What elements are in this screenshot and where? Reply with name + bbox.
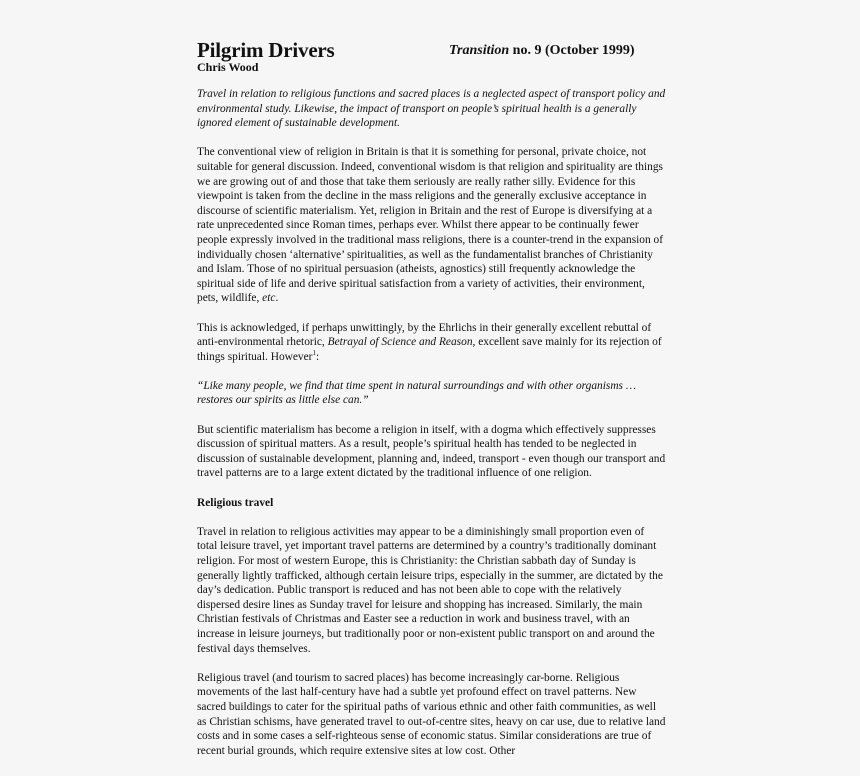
footnote-marker: 1 (312, 348, 316, 357)
body-paragraph-4: Travel in relation to religious activities may appear to be a diminishingly small proportion even of total leisure travel, yet important travel patterns are determined by a country’s traditionally dominant religion. For most of western Europe, this is Christianity: the Christian sabbath day of Sunday is generally lightly trafficked, although certain leisure trips, especially in the summer, are dictated by the day’s dedication. Public transport is reduced and has not been able to cope with the relatively dispersed desire lines as Sunday travel for leisure and shopping has increased. Similarly, the main Christian festivals of Christmas and Easter see a reduction in work and business travel, with an increase in leisure journeys, but traditionally poor or non-existent public transport on and around the festival days themselves. (197, 525, 663, 655)
issue-number: no. 9 (October 1999) (512, 43, 635, 58)
body-paragraph-3: But scientific materialism has become a religion in itself, with a dogma which effectively suppresses discussion of spiritual matters. As a result, people’s spiritual health has tended to be neglected in discussion of sustainable development, planning and, indeed, transport - even though our transport and travel patterns are to a large extent dictated by the traditional influence of one religion. (197, 423, 666, 480)
body-paragraph-2 (197, 321, 667, 365)
section-heading: Religious travel (197, 496, 274, 509)
paragraph-2-text-c: : (315, 350, 320, 363)
document-header (197, 38, 667, 74)
paragraph-1-text: The conventional view of religion in Britain is that it is something for personal, private choice, not suitable for general discussion. Indeed, conventional wisdom is that religion and spirituality are things we are growing out of and those that take them seriously are really rather silly. Evidence for this viewpoint is taken from the decline in the mass religions and the generally exclusive acceptance in discourse of scientific materialism. Yet, religion in Britain and the rest of Europe is diversifying at a rate unprecedented since Roman times, perhaps ever. Whilst there appear to be continually fewer people expressly involved in the traditional mass religions, there is a counter-trend in the expansion of individually chosen ‘alternative’ spiritualities, as well as the fundamentalist branches of Christianity and Islam. Those of no spiritual persuasion (atheists, agnostics) still frequently acknowledge the spiritual side of life and derive spiritual satisfaction from a variety of activities, their environment, pets, wildlife, (197, 146, 664, 305)
journal-name: Transition (449, 43, 510, 58)
abstract-paragraph: Travel in relation to religious functions and sacred places is a neglected aspect of transport policy and environmental study. Likewise, the impact of transport on people’s spiritual health is a generally ignored element of sustainable development. (197, 88, 666, 130)
document-body (197, 38, 667, 773)
block-quote: “Like many people, we find that time spent in natural surroundings and with other organisms … restores our spirits as little else can.” (197, 379, 636, 407)
document-title: Pilgrim Drivers (197, 38, 335, 62)
paragraph-1-end: . (275, 292, 279, 305)
book-title: Betrayal of Science and Reason (327, 336, 473, 349)
paragraph-2-text-b: , excellent save mainly for its rejection of things spiritual. However (197, 336, 662, 363)
paragraph-1-etc: etc (262, 292, 276, 305)
body-paragraph-1 (197, 145, 667, 306)
body-paragraph-5: Religious travel (and tourism to sacred places) has become increasingly car-borne. Religious movements of the last half-century have had a subtle yet profound effect on travel patterns. New sacred buildings to cater for the spiritual paths of various ethnic and other faith communities, as well as Christian schisms, have generated travel to out-of-centre sites, heavy on car use, due to relative land costs and in some cases a self-righteous sense of economic status. Similar considerations are true of recent burial grounds, which require extensive sites at low cost. Other (197, 671, 666, 757)
paragraph-2-text-a: This is acknowledged, if perhaps unwittingly, by the Ehrlichs in their generally excellent rebuttal of anti-environmental rhetoric, (197, 321, 652, 349)
issue-info (449, 42, 635, 60)
author-name: Chris Wood (197, 60, 259, 74)
